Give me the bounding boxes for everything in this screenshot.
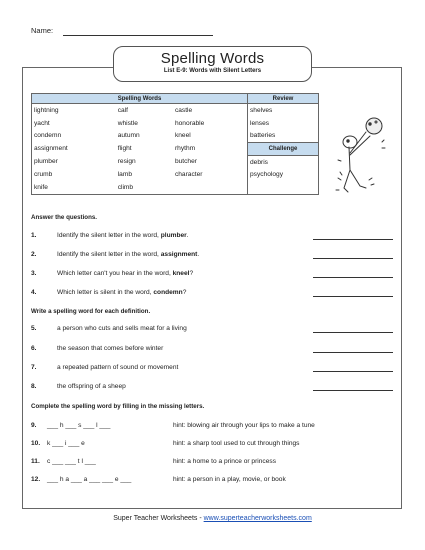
definition-text: a repeated pattern of sound or movement: [57, 364, 179, 371]
hint-text: hint: blowing air through your lips to make a tune: [173, 422, 315, 429]
answer-line[interactable]: [313, 371, 393, 372]
question-keyword: plumber: [160, 232, 187, 239]
question-keyword: condemn: [153, 289, 183, 296]
word-cell: yacht: [32, 117, 116, 130]
answer-line[interactable]: [313, 332, 393, 333]
section-definitions: Write a spelling word for each definition.: [31, 308, 151, 315]
review-header: Review: [248, 94, 319, 104]
subtitle-text: List E-9: Words with Silent Letters: [163, 68, 262, 74]
letter-pattern[interactable]: ___ h ___ s ___ l ___: [47, 422, 111, 429]
question-number: 12.: [31, 476, 41, 483]
question-text-post: .: [197, 251, 200, 258]
question-number: 7.: [31, 364, 37, 371]
word-cell: honorable: [174, 119, 205, 127]
word-cell: kneel: [174, 132, 191, 140]
question-number: 2.: [31, 251, 37, 258]
question-text-post: .: [186, 232, 189, 239]
question-number: 1.: [31, 232, 37, 239]
definition-text: the offspring of a sheep: [57, 383, 126, 390]
question-keyword: kneel: [172, 270, 190, 277]
word-cell: butcher: [174, 158, 197, 166]
footer-text: Super Teacher Worksheets -: [113, 515, 204, 522]
word-table: [31, 93, 319, 195]
title-box: [113, 46, 312, 82]
word-cell: knife: [32, 181, 116, 194]
word-cell: resign: [117, 158, 136, 166]
word-cell: whistle: [117, 119, 138, 127]
word-cell: autumn: [117, 132, 140, 140]
review-cell: batteries: [248, 129, 319, 142]
page-title: Spelling Words: [160, 50, 265, 67]
question-number: 6.: [31, 345, 37, 352]
section-answer-questions: Answer the questions.: [31, 214, 98, 221]
section-fill-missing-letters: Complete the spelling word by filling in the missing letters.: [31, 403, 205, 410]
word-cell: plumber: [32, 155, 116, 168]
word-cell: lightning: [32, 104, 116, 117]
hint-text: hint: a home to a prince or princess: [173, 458, 276, 465]
spelling-words-header: Spelling Words: [32, 94, 248, 104]
question-number: 3.: [31, 270, 37, 277]
question-text-post: ?: [189, 270, 194, 277]
challenge-cell: psychology: [248, 168, 319, 181]
question-text-pre: Which letter can't you hear in the word,: [57, 270, 173, 277]
word-cell: character: [174, 171, 203, 179]
answer-line[interactable]: [313, 258, 393, 259]
footer-link[interactable]: www.superteacherworksheets.com: [203, 515, 312, 522]
word-cell: castle: [174, 106, 193, 114]
question-text-pre: Identify the silent letter in the word,: [57, 251, 161, 258]
question-text: [57, 232, 189, 239]
letter-pattern[interactable]: c ___ ___ t l ___: [47, 458, 96, 465]
challenge-cell: debris: [248, 155, 319, 168]
word-cell: flight: [117, 145, 132, 153]
name-label: Name:: [31, 26, 54, 35]
footer: [0, 515, 425, 522]
question-number: 10.: [31, 440, 41, 447]
question-text: [57, 289, 186, 296]
answer-line[interactable]: [313, 390, 393, 391]
challenge-header: Challenge: [248, 143, 319, 156]
question-text-pre: Which letter is silent in the word,: [57, 289, 154, 296]
question-text-pre: Identify the silent letter in the word,: [57, 232, 161, 239]
answer-line[interactable]: [313, 277, 393, 278]
question-text-post: ?: [182, 289, 187, 296]
question-number: 11.: [31, 458, 40, 465]
figure-lifting-boulder-illustration: [330, 108, 396, 208]
question-keyword: assignment: [160, 251, 198, 258]
question-text: [57, 270, 193, 277]
answer-line[interactable]: [313, 239, 393, 240]
word-cell: assignment: [32, 143, 116, 156]
answer-line[interactable]: [313, 296, 393, 297]
challenge-cell: [248, 181, 319, 194]
definition-text: the season that comes before winter: [57, 345, 164, 352]
name-input-line[interactable]: [63, 35, 213, 36]
question-number: 9.: [31, 422, 37, 429]
review-cell: shelves: [248, 104, 319, 117]
word-cell: crumb: [32, 168, 116, 181]
question-number: 5.: [31, 325, 37, 332]
question-number: 8.: [31, 383, 37, 390]
question-text: [57, 251, 199, 258]
word-cell: [173, 181, 248, 194]
word-cell: calf: [117, 106, 128, 114]
letter-pattern[interactable]: ___ h a ___ a ___ ___ e ___: [47, 476, 132, 483]
page-subtitle: [114, 68, 311, 74]
word-cell: condemn: [32, 129, 116, 142]
question-number: 4.: [31, 289, 37, 296]
hint-text: hint: a person in a play, movie, or book: [173, 476, 286, 483]
word-cell: lamb: [117, 171, 132, 179]
letter-pattern[interactable]: k ___ i ___ e: [47, 440, 85, 447]
answer-line[interactable]: [313, 352, 393, 353]
hint-text: hint: a sharp tool used to cut through things: [173, 440, 300, 447]
definition-text: a person who cuts and sells meat for a living: [57, 325, 187, 332]
review-cell: lenses: [248, 117, 319, 130]
word-cell: rhythm: [174, 145, 196, 153]
word-cell: climb: [116, 181, 173, 194]
